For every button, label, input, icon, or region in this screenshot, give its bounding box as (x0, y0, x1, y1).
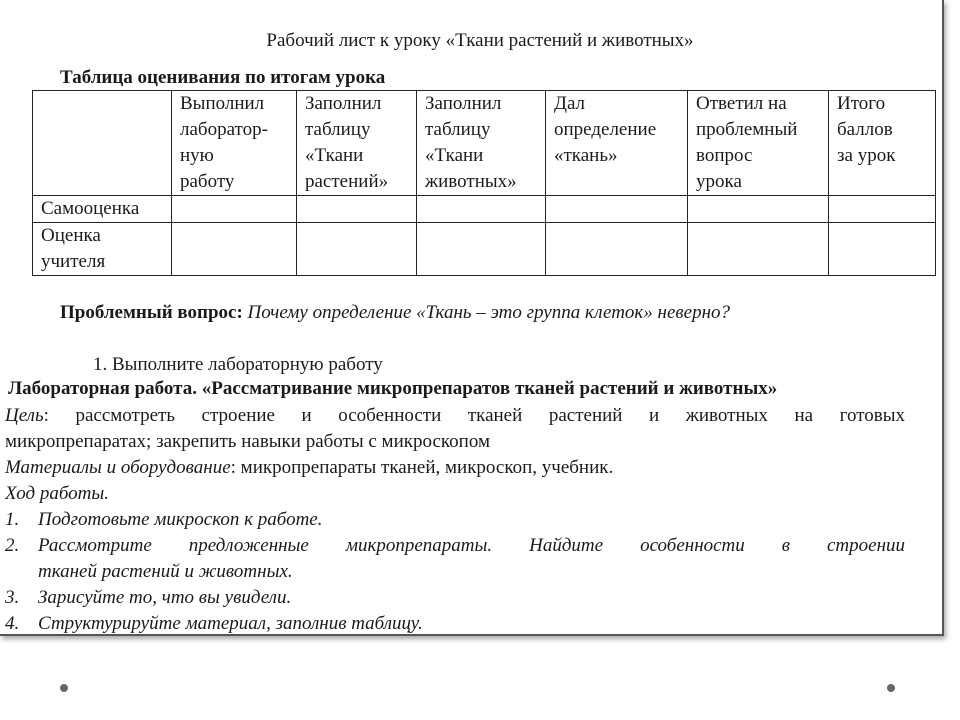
slide-nav-dot-left (60, 684, 68, 692)
table-header-row (33, 91, 936, 196)
header-cell-plant-table: Заполнил таблицу «Ткани растений» (297, 91, 417, 196)
materials-text: : микропрепараты тканей, микроскоп, учебник. (230, 457, 614, 478)
row-label: Самооценка (33, 196, 172, 223)
grade-cell[interactable] (297, 223, 417, 276)
header-cell-total: Итого баллов за урок (829, 91, 936, 196)
grade-cell[interactable] (688, 196, 829, 223)
header-cell-lab: Выполнил лаборатор- ную работу (172, 91, 297, 196)
grade-cell[interactable] (172, 196, 297, 223)
procedure-steps (5, 507, 905, 637)
grading-table (32, 90, 936, 276)
grade-cell[interactable] (688, 223, 829, 276)
grade-cell[interactable] (417, 196, 546, 223)
grade-cell[interactable] (297, 196, 417, 223)
problem-question (60, 302, 730, 324)
procedure-step: 3. Зарисуйте то, что вы увидели. (5, 587, 292, 608)
grade-cell[interactable] (172, 223, 297, 276)
table-caption: Таблица оценивания по итогам урока (60, 67, 386, 88)
lab-goal (5, 403, 905, 455)
problem-label: Проблемный вопрос: (60, 302, 243, 323)
lab-materials (5, 455, 905, 481)
header-cell-animal-table: Заполнил таблицу «Ткани животных» (417, 91, 546, 196)
goal-text-line2: микропрепаратах; закрепить навыки работы с микроскопом (5, 431, 490, 452)
materials-label: Материалы и оборудование (5, 457, 231, 478)
slide-nav-dot-right (887, 684, 895, 692)
row-label: Оценка учителя (33, 223, 172, 276)
task-step-1: 1. Выполните лабораторную работу (93, 354, 383, 375)
grade-cell[interactable] (546, 196, 688, 223)
goal-text-line1: : рассмотреть строение и особенности тканей растений и животных на готовых (43, 405, 905, 426)
header-cell-empty (33, 91, 172, 196)
table-row-teacher-grade (33, 223, 936, 276)
procedure-step: 2. Рассмотрите предложенные микропрепараты. Найдите особенности в строении тканей растений и животных. (5, 535, 905, 582)
procedure-heading: Ход работы. (5, 483, 109, 504)
grade-cell[interactable] (546, 223, 688, 276)
header-cell-definition: Дал определение «ткань» (546, 91, 688, 196)
problem-text: Почему определение «Ткань – это группа клеток» неверно? (247, 302, 731, 323)
page-title: Рабочий лист к уроку «Ткани растений и животных» (266, 30, 694, 51)
table-row-self-assessment (33, 196, 936, 223)
procedure-step: 1. Подготовьте микроскоп к работе. (5, 509, 323, 530)
grade-cell[interactable] (829, 223, 936, 276)
procedure-step: 4. Структурируйте материал, заполнив таблицу. (5, 613, 423, 634)
grade-cell[interactable] (417, 223, 546, 276)
header-cell-problem-question: Ответил на проблемный вопрос урока (688, 91, 829, 196)
grade-cell[interactable] (829, 196, 936, 223)
goal-label: Цель (5, 405, 44, 426)
lab-title: Лабораторная работа. «Рассматривание микропрепаратов тканей растений и животных» (8, 378, 778, 399)
